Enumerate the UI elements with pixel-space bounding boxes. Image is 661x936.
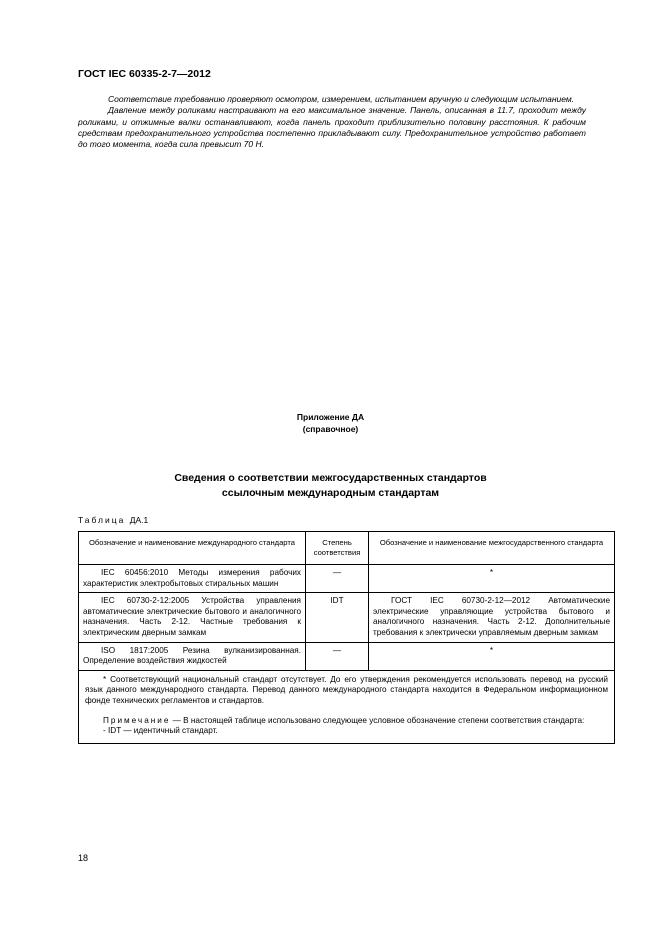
- degree-cell: —: [306, 565, 369, 593]
- intl-standard-cell: IEC 60730-2-12:2005 Устройства управления автоматические электрические бытового и аналогичного назначения. Часть 2-12. Частные требования к электрическим дверным замкам: [79, 593, 306, 642]
- document-header: ГОСТ IEC 60335-2-7—2012: [78, 68, 211, 80]
- annex-title: [0, 471, 661, 501]
- annex-title-line: ссылочным международным стандартам: [221, 487, 440, 499]
- paragraph: Давление между роликами настраивают на его максимальное значение. Панель, описанная в 11.7, проходит между роликами, и отжимные валки останавливают, когда панель проходит приблизительно половину расстояния. К рабочим средствам предохранительного устройства постепенно прикладывают силу. Предохранительное устройство работает до того момента, когда сила превысит 70 Н.: [78, 105, 586, 150]
- note-text: — В настоящей таблице использовано следующее условное обозначение степени соответствия стандарта:: [172, 715, 585, 725]
- degree-cell: —: [306, 642, 369, 670]
- footnote: * Соответствующий национальный стандарт отсутствует. До его утверждения рекомендуется использовать перевод на русский язык данного международного стандарта. Перевод данного международного стандарта находится в Федеральном информационном фонде технических регламентов и стандартов.: [85, 674, 608, 705]
- table-footer-row: [79, 670, 615, 743]
- table-row: [79, 565, 615, 593]
- table-footnote-cell: [79, 670, 615, 743]
- column-header: Степень соответствия: [306, 532, 369, 565]
- column-header: Обозначение и наименование межгосударственного стандарта: [369, 532, 615, 565]
- page-number: 18: [78, 853, 89, 863]
- note-item: - IDT — идентичный стандарт.: [103, 726, 218, 736]
- annex-status: (справочное): [302, 424, 359, 434]
- body-text: [78, 94, 586, 150]
- table-header-row: [79, 532, 615, 565]
- intl-standard-cell: IEC 60456:2010 Методы измерения рабочих характеристик электробытовых стиральных машин: [79, 565, 306, 593]
- note-label: Примечание: [103, 715, 171, 725]
- column-header: Обозначение и наименование международного стандарта: [79, 532, 306, 565]
- note: [85, 716, 608, 727]
- paragraph: Соответствие требованию проверяют осмотром, измерением, испытанием вручную и следующим испытанием.: [108, 94, 575, 104]
- degree-cell: IDT: [306, 593, 369, 642]
- national-standard-cell: ГОСТ IEC 60730-2-12—2012 Автоматические электрические управляющие устройства бытового и аналогичного назначения. Часть 2-12. Дополнительные требования к электрически управляемым дверным замкам: [369, 593, 615, 642]
- table-caption-word: Таблица: [78, 515, 126, 525]
- intl-standard-cell: ISO 1817:2005 Резина вулканизированная. Определение воздействия жидкостей: [79, 642, 306, 670]
- annex-name: Приложение ДА: [296, 412, 365, 422]
- table-caption-number: ДА.1: [129, 515, 149, 525]
- table-row: [79, 593, 615, 642]
- table-row: [79, 642, 615, 670]
- national-standard-cell: *: [369, 565, 615, 593]
- table-caption: [78, 515, 148, 525]
- national-standard-cell: *: [369, 642, 615, 670]
- annex-title-line: Сведения о соответствии межгосударственных стандартов: [174, 472, 487, 484]
- correspondence-table: [78, 531, 615, 744]
